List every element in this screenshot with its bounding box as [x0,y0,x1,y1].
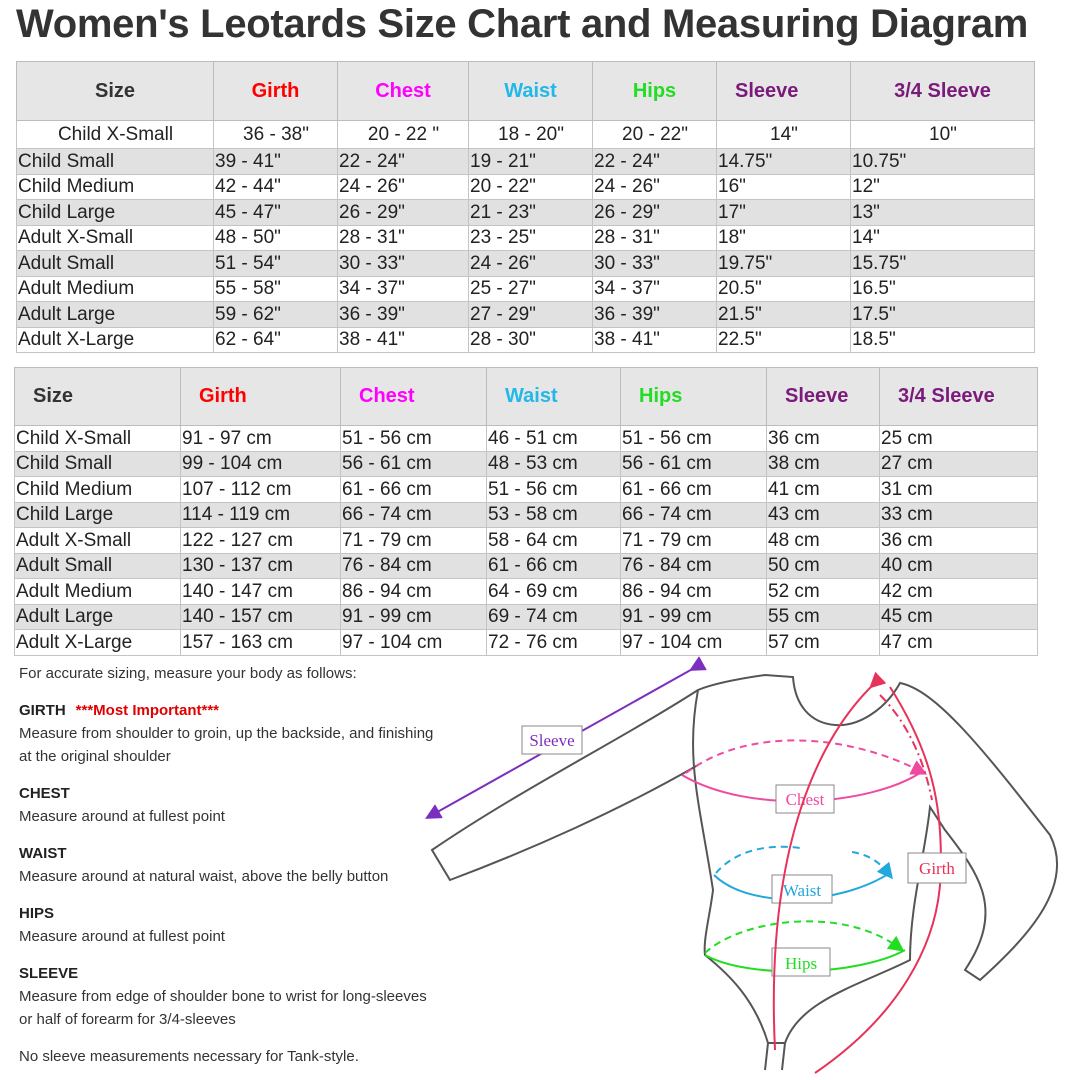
measurement-cell: 69 - 74 cm [487,604,621,630]
measurement-cell: 24 - 26" [338,174,469,200]
measurement-cell: 51 - 56 cm [621,426,767,452]
measurement-cell: 36 - 39" [338,302,469,328]
measurement-cell: 157 - 163 cm [181,630,341,656]
size-cell: Adult Large [17,302,214,328]
table-row [17,200,1035,226]
size-cell: Child Medium [17,174,214,200]
measurement-cell: 16" [717,174,851,200]
measurement-cell: 45 - 47" [214,200,338,226]
instructions-intro: For accurate sizing, measure your body as follows: [19,665,357,682]
measurement-cell: 42 - 44" [214,174,338,200]
header-girth: Girth [181,368,341,426]
measurement-cell: 64 - 69 cm [487,579,621,605]
measurement-cell: 28 - 30" [469,327,593,353]
measurement-cell: 36 cm [767,426,880,452]
tank-style-note: No sleeve measurements necessary for Tank-style. [19,1048,359,1065]
measurement-cell: 18" [717,225,851,251]
measurement-cell: 51 - 56 cm [487,477,621,503]
cm-table-body [15,426,1038,656]
girth-diagram-label: Girth [919,859,955,878]
measurement-cell: 61 - 66 cm [487,553,621,579]
measurement-cell: 97 - 104 cm [341,630,487,656]
measurement-cell: 14.75" [717,149,851,175]
hips-heading: HIPS [19,905,55,922]
measurement-cell: 13" [851,200,1035,226]
table-row [15,528,1038,554]
measurement-cell: 38 - 41" [338,327,469,353]
measurement-cell: 55 - 58" [214,276,338,302]
measurement-cell: 51 - 56 cm [341,426,487,452]
measurement-cell: 56 - 61 cm [341,451,487,477]
size-cell: Adult Large [15,604,181,630]
measurement-cell: 14" [717,121,851,149]
measurement-cell: 86 - 94 cm [621,579,767,605]
measurement-cell: 22 - 24" [593,149,717,175]
cm-size-table [14,367,1038,656]
waist-diagram-label: Waist [782,881,822,900]
chest-measure [682,740,920,813]
measurement-cell: 22 - 24" [338,149,469,175]
waist-heading: WAIST [19,845,67,862]
waist-description: Measure around at natural waist, above the belly button [19,868,389,885]
header-girth: Girth [214,62,338,121]
measurement-cell: 24 - 26" [593,174,717,200]
measurement-cell: 25 - 27" [469,276,593,302]
measurement-cell: 140 - 157 cm [181,604,341,630]
header-chest: Chest [341,368,487,426]
girth-title: GIRTH [19,702,66,719]
measurement-cell: 27 cm [880,451,1038,477]
measurement-cell: 18 - 20" [469,121,593,149]
size-cell: Adult X-Large [17,327,214,353]
measurement-cell: 34 - 37" [593,276,717,302]
measurement-cell: 59 - 62" [214,302,338,328]
measurement-cell: 48 - 53 cm [487,451,621,477]
measurement-cell: 45 cm [880,604,1038,630]
header-three-quarter-sleeve: 3/4 Sleeve [880,368,1038,426]
measurement-cell: 17" [717,200,851,226]
table-row [15,630,1038,656]
measurement-cell: 23 - 25" [469,225,593,251]
measurement-cell: 48 - 50" [214,225,338,251]
measurement-cell: 40 cm [880,553,1038,579]
measurement-cell: 24 - 26" [469,251,593,277]
measurement-cell: 140 - 147 cm [181,579,341,605]
girth-important-note: ***Most Important*** [75,702,220,719]
measurement-cell: 31 cm [880,477,1038,503]
measurement-cell: 91 - 99 cm [341,604,487,630]
measurement-cell: 51 - 54" [214,251,338,277]
measurement-cell: 25 cm [880,426,1038,452]
table-header-row [17,62,1035,121]
size-cell: Adult Medium [17,276,214,302]
measurement-cell: 76 - 84 cm [341,553,487,579]
table-row [17,276,1035,302]
measurement-cell: 86 - 94 cm [341,579,487,605]
measurement-cell: 42 cm [880,579,1038,605]
measurement-cell: 28 - 31" [593,225,717,251]
measurement-cell: 43 cm [767,502,880,528]
header-sleeve: Sleeve [717,62,851,121]
size-cell: Adult X-Small [15,528,181,554]
table-row [15,451,1038,477]
measurement-cell: 72 - 76 cm [487,630,621,656]
measuring-instructions [19,662,439,1068]
measurement-cell: 19.75" [717,251,851,277]
table-row [15,579,1038,605]
header-size: Size [17,62,214,121]
size-cell: Child Small [15,451,181,477]
measurement-cell: 97 - 104 cm [621,630,767,656]
table-header-row [15,368,1038,426]
measurement-cell: 22.5" [717,327,851,353]
measurement-cell: 56 - 61 cm [621,451,767,477]
chest-heading: CHEST [19,785,70,802]
measurement-cell: 27 - 29" [469,302,593,328]
measurement-cell: 21 - 23" [469,200,593,226]
table-row [17,225,1035,251]
measurement-cell: 71 - 79 cm [341,528,487,554]
measurement-cell: 114 - 119 cm [181,502,341,528]
measurement-cell: 19 - 21" [469,149,593,175]
measurement-cell: 47 cm [880,630,1038,656]
sleeve-description: Measure from edge of shoulder bone to wrist for long-sleeves or half of forearm for 3/4-sleeves [19,988,427,1028]
measurement-cell: 46 - 51 cm [487,426,621,452]
table-row [15,426,1038,452]
measurement-cell: 15.75" [851,251,1035,277]
measurement-cell: 122 - 127 cm [181,528,341,554]
sleeve-diagram-label: Sleeve [529,731,575,750]
hips-description: Measure around at fullest point [19,928,225,945]
measurement-cell: 53 - 58 cm [487,502,621,528]
measurement-cell: 50 cm [767,553,880,579]
chest-description: Measure around at fullest point [19,808,225,825]
size-cell: Child X-Small [17,121,214,149]
measurement-cell: 61 - 66 cm [621,477,767,503]
measurement-cell: 20.5" [717,276,851,302]
measurement-cell: 66 - 74 cm [621,502,767,528]
measurement-cell: 18.5" [851,327,1035,353]
measurement-cell: 91 - 99 cm [621,604,767,630]
header-three-quarter-sleeve: 3/4 Sleeve [851,62,1035,121]
size-cell: Child X-Small [15,426,181,452]
table-row [17,302,1035,328]
header-chest: Chest [338,62,469,121]
measurement-cell: 52 cm [767,579,880,605]
header-hips: Hips [621,368,767,426]
measurement-cell: 58 - 64 cm [487,528,621,554]
sleeve-heading: SLEEVE [19,965,79,982]
measurement-cell: 36 - 39" [593,302,717,328]
measurement-cell: 26 - 29" [338,200,469,226]
measurement-cell: 66 - 74 cm [341,502,487,528]
measurement-cell: 14" [851,225,1035,251]
measurement-cell: 71 - 79 cm [621,528,767,554]
measurement-cell: 33 cm [880,502,1038,528]
inches-size-table [16,61,1035,353]
size-cell: Adult Medium [15,579,181,605]
measurement-cell: 36 - 38" [214,121,338,149]
size-cell: Child Large [17,200,214,226]
measurement-cell: 41 cm [767,477,880,503]
measurement-cell: 57 cm [767,630,880,656]
hips-diagram-label: Hips [784,954,818,973]
measurement-cell: 38 cm [767,451,880,477]
waist-measure [714,847,890,903]
table-row [17,251,1035,277]
measurement-cell: 28 - 31" [338,225,469,251]
header-waist: Waist [469,62,593,121]
header-sleeve: Sleeve [767,368,880,426]
measurement-cell: 61 - 66 cm [341,477,487,503]
size-cell: Child Large [15,502,181,528]
table-row [17,174,1035,200]
measurement-cell: 76 - 84 cm [621,553,767,579]
measurement-cell: 62 - 64" [214,327,338,353]
table-row [15,553,1038,579]
hips-measure [705,921,905,976]
table-row [17,121,1035,149]
table-row [15,502,1038,528]
header-waist: Waist [487,368,621,426]
measurement-cell: 17.5" [851,302,1035,328]
table-row [15,604,1038,630]
measurement-cell: 34 - 37" [338,276,469,302]
measurement-cell: 16.5" [851,276,1035,302]
measurement-cell: 12" [851,174,1035,200]
measurement-cell: 55 cm [767,604,880,630]
header-hips: Hips [593,62,717,121]
sleeve-measure [432,667,696,815]
measurement-cell: 91 - 97 cm [181,426,341,452]
measurement-cell: 48 cm [767,528,880,554]
leotard-measuring-diagram [420,655,1070,1075]
table-row [17,327,1035,353]
measurement-cell: 99 - 104 cm [181,451,341,477]
measurement-cell: 10" [851,121,1035,149]
header-size: Size [15,368,181,426]
measurement-cell: 20 - 22" [469,174,593,200]
measurement-cell: 21.5" [717,302,851,328]
table-row [15,477,1038,503]
girth-heading [19,699,439,722]
measurement-cell: 26 - 29" [593,200,717,226]
measurement-cell: 20 - 22 " [338,121,469,149]
measurement-cell: 130 - 137 cm [181,553,341,579]
page-title: Women's Leotards Size Chart and Measuring Diagram [16,2,1029,46]
measurement-cell: 38 - 41" [593,327,717,353]
inches-table-body [17,121,1035,353]
measurement-cell: 39 - 41" [214,149,338,175]
measurement-cell: 20 - 22" [593,121,717,149]
measurement-cell: 30 - 33" [593,251,717,277]
size-cell: Adult Small [17,251,214,277]
chest-diagram-label: Chest [785,790,825,809]
measurement-cell: 107 - 112 cm [181,477,341,503]
measurement-cell: 36 cm [880,528,1038,554]
size-cell: Adult X-Large [15,630,181,656]
size-cell: Child Small [17,149,214,175]
size-cell: Adult X-Small [17,225,214,251]
measurement-cell: 10.75" [851,149,1035,175]
table-row [17,149,1035,175]
size-cell: Child Medium [15,477,181,503]
size-cell: Adult Small [15,553,181,579]
girth-description: Measure from shoulder to groin, up the backside, and finishing at the original shoulder [19,725,434,765]
measurement-cell: 30 - 33" [338,251,469,277]
